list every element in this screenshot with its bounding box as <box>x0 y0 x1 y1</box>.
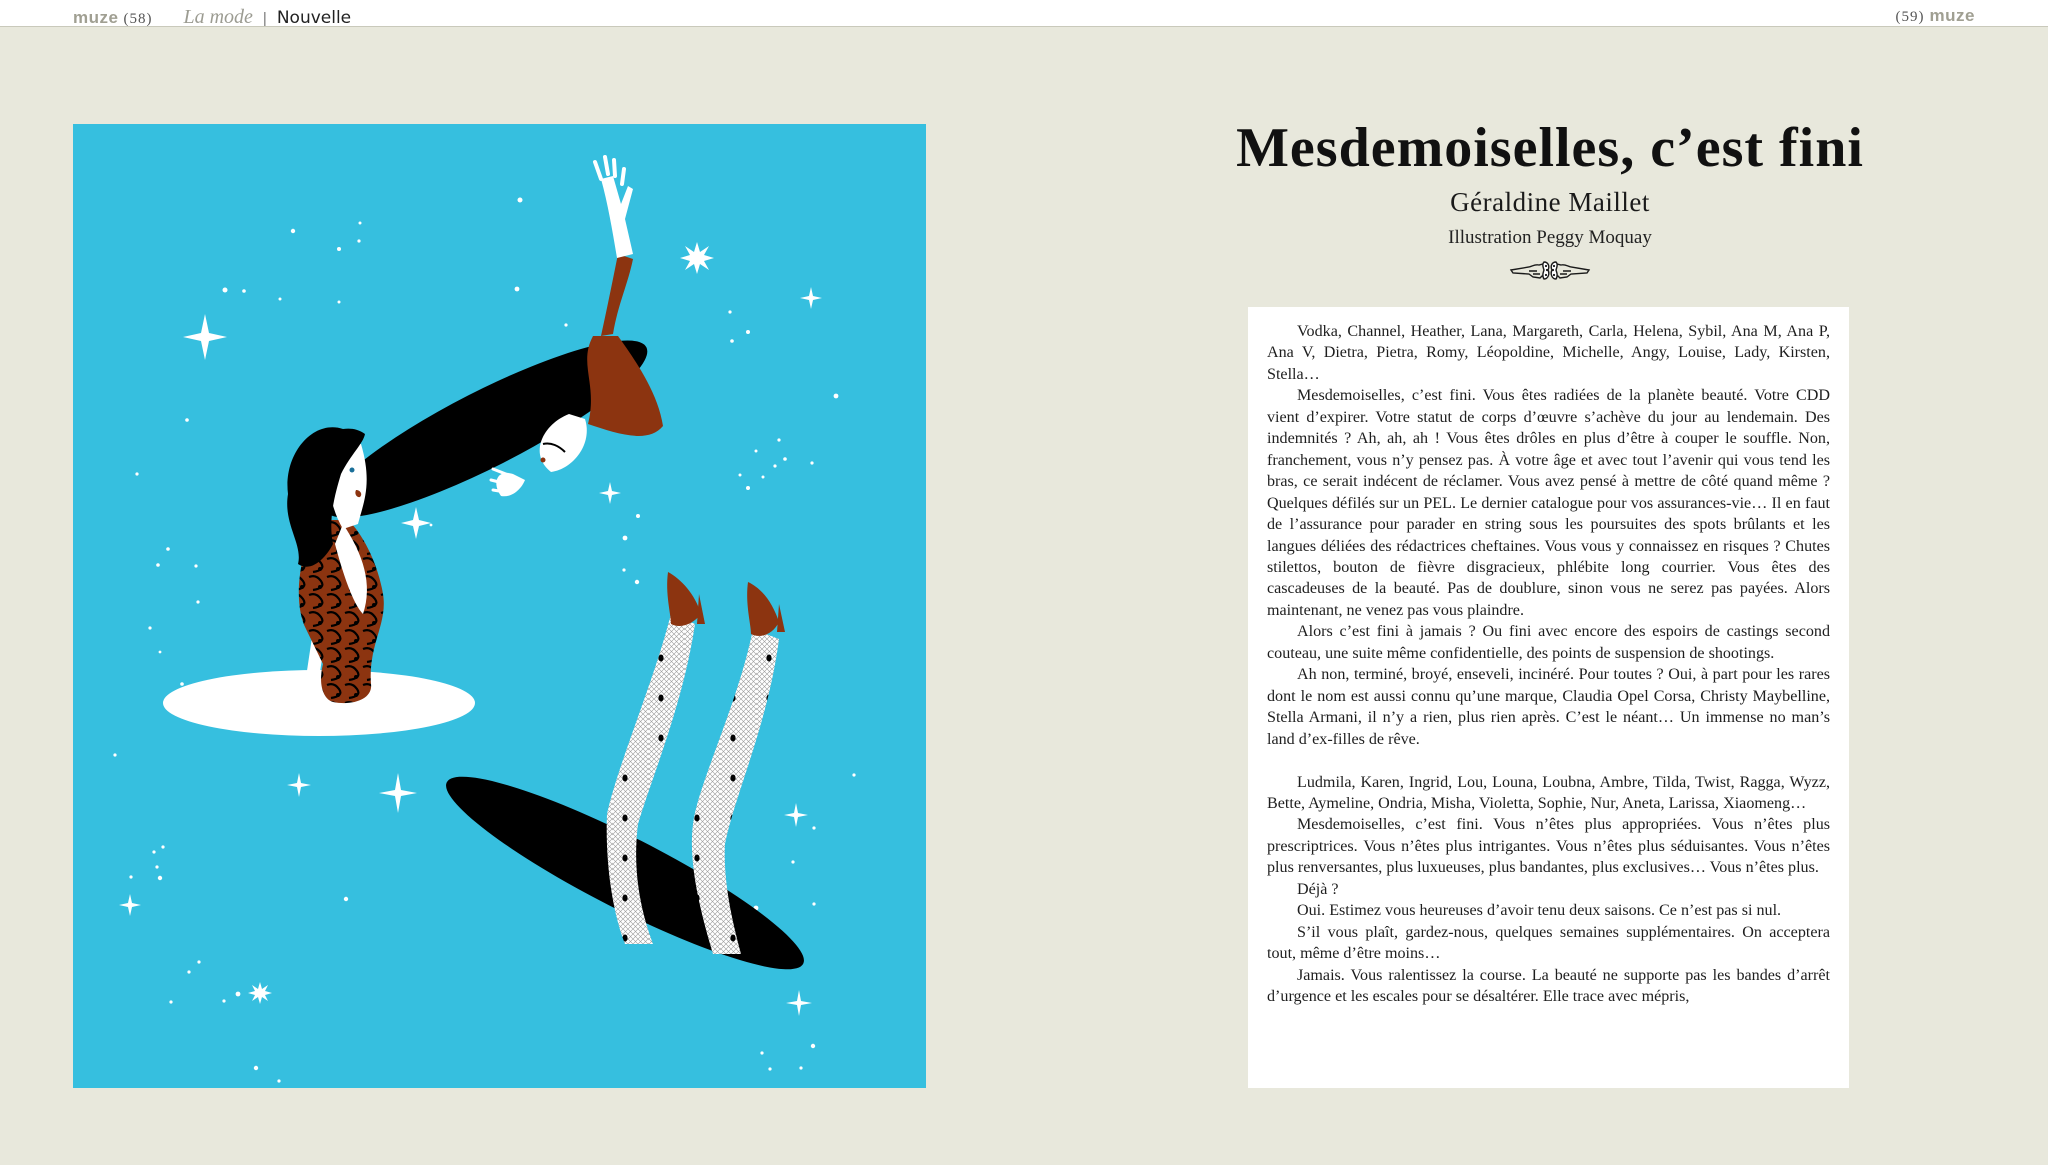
article-body <box>1248 307 1849 1088</box>
paragraph: Ah non, terminé, broyé, enseveli, incinéré. Pour toutes ? Oui, à part pour les rares dont le nom est aussi connu qu’une marque, Claudia Opel Corsa, Christy Maybelline, Stella Armani, il n’y a rien, plus rien après. C’est le néant… Un immense no man’s land d’ex-filles de rêve. <box>1267 666 1830 748</box>
section-label: Nouvelle <box>276 8 352 28</box>
illustration-artwork <box>73 124 926 1088</box>
paragraph: Oui. Estimez vous heureuses d’avoir tenu deux saisons. Ce n’est pas si nul. <box>1297 902 1782 920</box>
running-header-right <box>1891 6 1975 28</box>
running-header-left <box>73 6 351 28</box>
article-illustration <box>73 124 926 1088</box>
paragraph: Jamais. Vous ralentissez la course. La beauté ne supporte pas les bandes d’arrêt d’urgence et les escales pour se désaltérer. Elle trace avec mépris, <box>1267 966 1830 1006</box>
paragraph: Vodka, Channel, Heather, Lana, Margareth, Carla, Helena, Sybil, Ana M, Ana P, Ana V, Dietra, Pietra, Romy, Léopoldine, Michelle, Angy, Louise, Lady, Kirsten, Stella… <box>1267 323 1830 383</box>
lower-figure <box>430 572 819 996</box>
rubric-label: La mode <box>183 6 253 28</box>
article-header <box>1180 112 1920 290</box>
article-title: Mesdemoiselles, c’est fini <box>1236 117 1864 179</box>
running-header <box>0 0 2048 27</box>
magazine-logo: muze <box>73 8 119 27</box>
paragraph: Alors c’est fini à jamais ? Ou fini avec encore des espoirs de castings second couteau, une suite même confidentielle, des points de suspension de shootings. <box>1267 623 1830 662</box>
page-number-left: (58) <box>123 11 153 27</box>
paragraph: Ludmila, Karen, Ingrid, Lou, Louna, Loubna, Ambre, Tilda, Twist, Ragga, Wyzz, Bette, Aymeline, Ondria, Misha, Violetta, Sophie, Nur, Aneta, Larissa, Xiaomeng… <box>1267 773 1830 812</box>
illustration-credit: Illustration Peggy Moquay <box>1448 227 1652 248</box>
page-number-right: (59) <box>1895 9 1925 25</box>
paragraph: Mesdemoiselles, c’est fini. Vous n’êtes plus appropriées. Vous n’êtes plus prescriptrices. Vous n’êtes plus intrigantes. Vous n’êtes plus séduisantes. Vous n’êtes plus renversantes, plus luxueuses, plus bandantes, plus exclusives… Vous n’êtes plus. <box>1267 816 1830 877</box>
pointing-hands-ornament-icon <box>1180 258 1920 290</box>
header-separator: | <box>262 10 267 27</box>
paragraph: S’il vous plaît, gardez-nous, quelques semaines supplémentaires. On acceptera tout, même d’être moins… <box>1267 923 1830 963</box>
magazine-logo-right: muze <box>1929 6 1975 25</box>
paragraph: Déjà ? <box>1297 880 1339 898</box>
article-author: Géraldine Maillet <box>1450 187 1650 217</box>
paragraph: Mesdemoiselles, c’est fini. Vous êtes radiées de la planète beauté. Votre CDD vient d’expirer. Votre statut de corps d’œuvre s’achève du jour au lendemain. Des indemnités ? Ah, ah, ah ! Vous êtes drôles en plus d’être à couper le souffle. Non, franchement, vous n’y pensez pas. À votre âge et avec tout l’avenir qui vous tend les bras, ce serait indécent de réclamer. Vous avez pensé à mettre de côté quand même ? Quelques défilés sur un PEL. Le dernier catalogue pour vos assurances-vie… Il en faut de l’assurance pour parader en string sous les poursuites des spots brûlants et les langues déliées des rédactrices cheftaines. Vous vous y connaissez en risques ? Chutes stilettos, bouton de fièvre disgracieux, phlébite long courrier. Vous êtes des cascadeuses de la beauté. Pas de doublure, sinon vous ne serez pas payées. Alors maintenant, ne venez pas vous plaindre. <box>1267 387 1830 619</box>
